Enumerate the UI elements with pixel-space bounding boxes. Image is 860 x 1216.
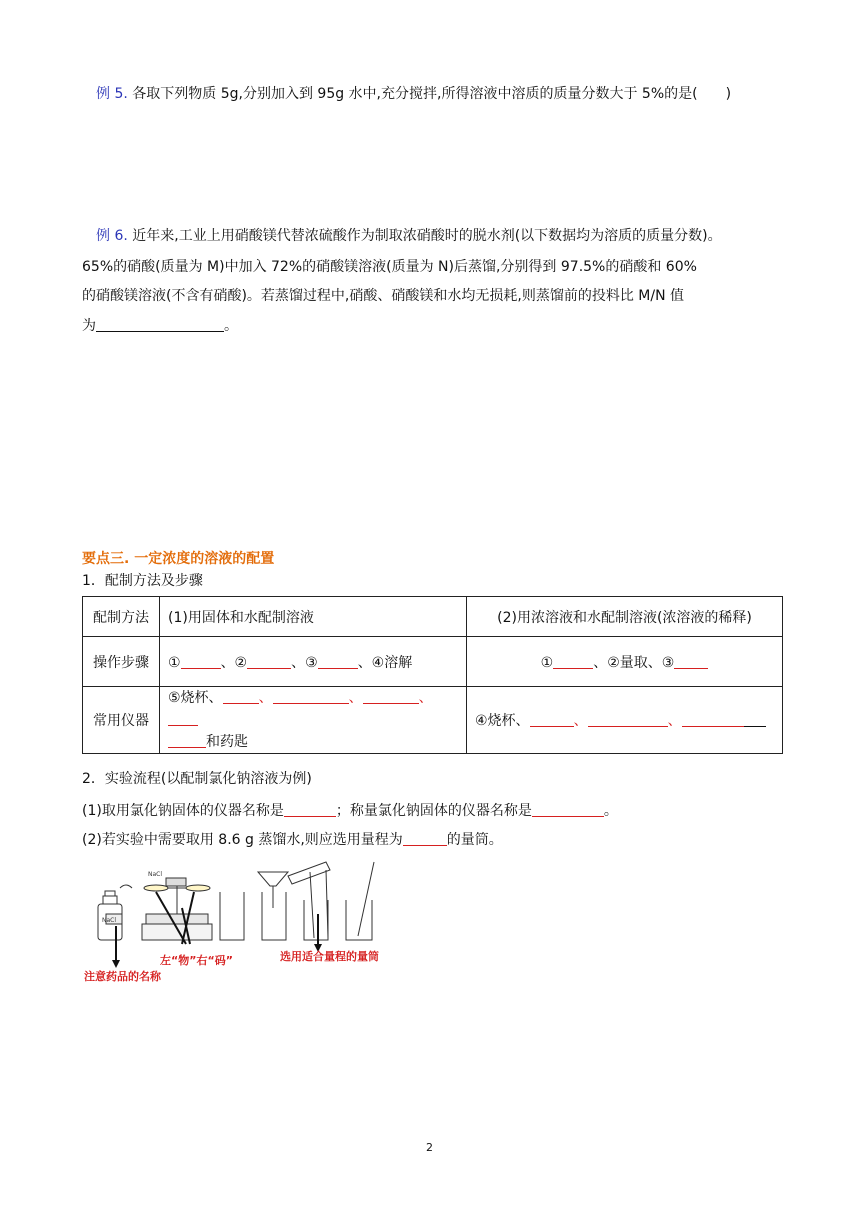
figure-label-cylinder: 选用适合量程的量筒 <box>280 950 379 963</box>
flow-question-2: (2)若实验中需要取用 8.6 g 蒸馏水,则应选用量程为 的量筒。 <box>82 832 503 848</box>
blank-cylinder-range[interactable] <box>403 831 447 846</box>
section-title: 要点三. 一定浓度的溶液的配置 <box>82 551 275 567</box>
blank-weigh-instrument[interactable] <box>532 802 604 817</box>
example-6-line-2: 65%的硝酸(质量为 M)中加入 72%的硝酸镁溶液(质量为 N)后蒸馏,分别得到 97.5%的硝酸和 60% <box>82 259 697 275</box>
blank-dilute-apparatus-3[interactable] <box>682 712 744 727</box>
blank-apparatus-5[interactable] <box>168 733 206 748</box>
table-row <box>83 637 783 687</box>
example-5-text: 各取下列物质 5g,分别加入到 95g 水中,充分搅拌,所得溶液中溶质的质量分数大于 5%的是( ) <box>132 86 732 102</box>
blank-apparatus-2[interactable] <box>273 689 349 704</box>
subsection-2: 2．实验流程(以配制氯化钠溶液为例) <box>82 771 312 787</box>
example-6-line-1 <box>96 225 722 245</box>
subsection-1: 1．配制方法及步骤 <box>82 573 203 589</box>
row-head-steps: 操作步骤 <box>83 637 160 687</box>
answer-blank-mn[interactable] <box>96 317 224 332</box>
blank-step-3[interactable] <box>318 654 358 669</box>
apparatus-dilute: ④烧杯、 、 、 <box>467 687 783 754</box>
blank-dilute-apparatus-1[interactable] <box>530 712 574 727</box>
blank-dilute-apparatus-tail[interactable] <box>744 712 766 727</box>
example-5 <box>96 83 731 103</box>
example-5-label: 例 5. <box>96 86 128 102</box>
page-number: 2 <box>426 1141 433 1154</box>
figure-label-left-right: 左“物”右“码” <box>160 954 233 967</box>
table-row <box>83 687 783 754</box>
experiment-figure <box>82 858 400 982</box>
apparatus-solid: ⑤烧杯、 、 、 、 和药匙 <box>160 687 467 754</box>
blank-dilute-step-1[interactable] <box>553 654 593 669</box>
blank-apparatus-1[interactable] <box>223 689 259 704</box>
example-6-prefix: 为 <box>82 318 96 334</box>
table-row <box>83 597 783 637</box>
example-6-suffix: 。 <box>224 318 238 334</box>
blank-apparatus-3[interactable] <box>363 689 419 704</box>
graduated-cylinder-icon <box>288 862 330 938</box>
bottle-tag: NaCl <box>101 917 117 924</box>
row-head-apparatus: 常用仪器 <box>83 687 160 754</box>
blank-dilute-step-3[interactable] <box>674 654 708 669</box>
blank-apparatus-4[interactable] <box>168 711 198 726</box>
figure-label-reagent-name: 注意药品的名称 <box>84 970 161 983</box>
flow-question-1: (1)取用氯化钠固体的仪器名称是 ；称量氯化钠固体的仪器名称是 。 <box>82 803 618 819</box>
method-dilute: (2)用浓溶液和水配制溶液(浓溶液的稀释) <box>467 597 783 637</box>
blank-step-2[interactable] <box>247 654 291 669</box>
row-head-method: 配制方法 <box>83 597 160 637</box>
blank-dilute-apparatus-2[interactable] <box>588 712 668 727</box>
svg-text:NaCl: NaCl <box>148 871 163 878</box>
balance-icon <box>142 878 212 940</box>
preparation-table <box>82 596 783 754</box>
example-6-line-3: 的硝酸镁溶液(不含有硝酸)。若蒸馏过程中,硝酸、硝酸镁和水均无损耗,则蒸馏前的投料比 M/N 值 <box>82 288 684 304</box>
example-6-label: 例 6. <box>96 228 128 244</box>
blank-step-1[interactable] <box>181 654 221 669</box>
steps-dilute: ① 、②量取、③ <box>467 637 783 687</box>
blank-take-instrument[interactable] <box>284 802 336 817</box>
example-6-line-4 <box>82 315 238 335</box>
steps-solid: ① 、② 、③ 、④溶解 <box>160 637 467 687</box>
method-solid: (1)用固体和水配制溶液 <box>160 597 467 637</box>
example-6-text-1: 近年来,工业上用硝酸镁代替浓硫酸作为制取浓硝酸时的脱水剂(以下数据均为溶质的质量分数)。 <box>132 228 722 244</box>
